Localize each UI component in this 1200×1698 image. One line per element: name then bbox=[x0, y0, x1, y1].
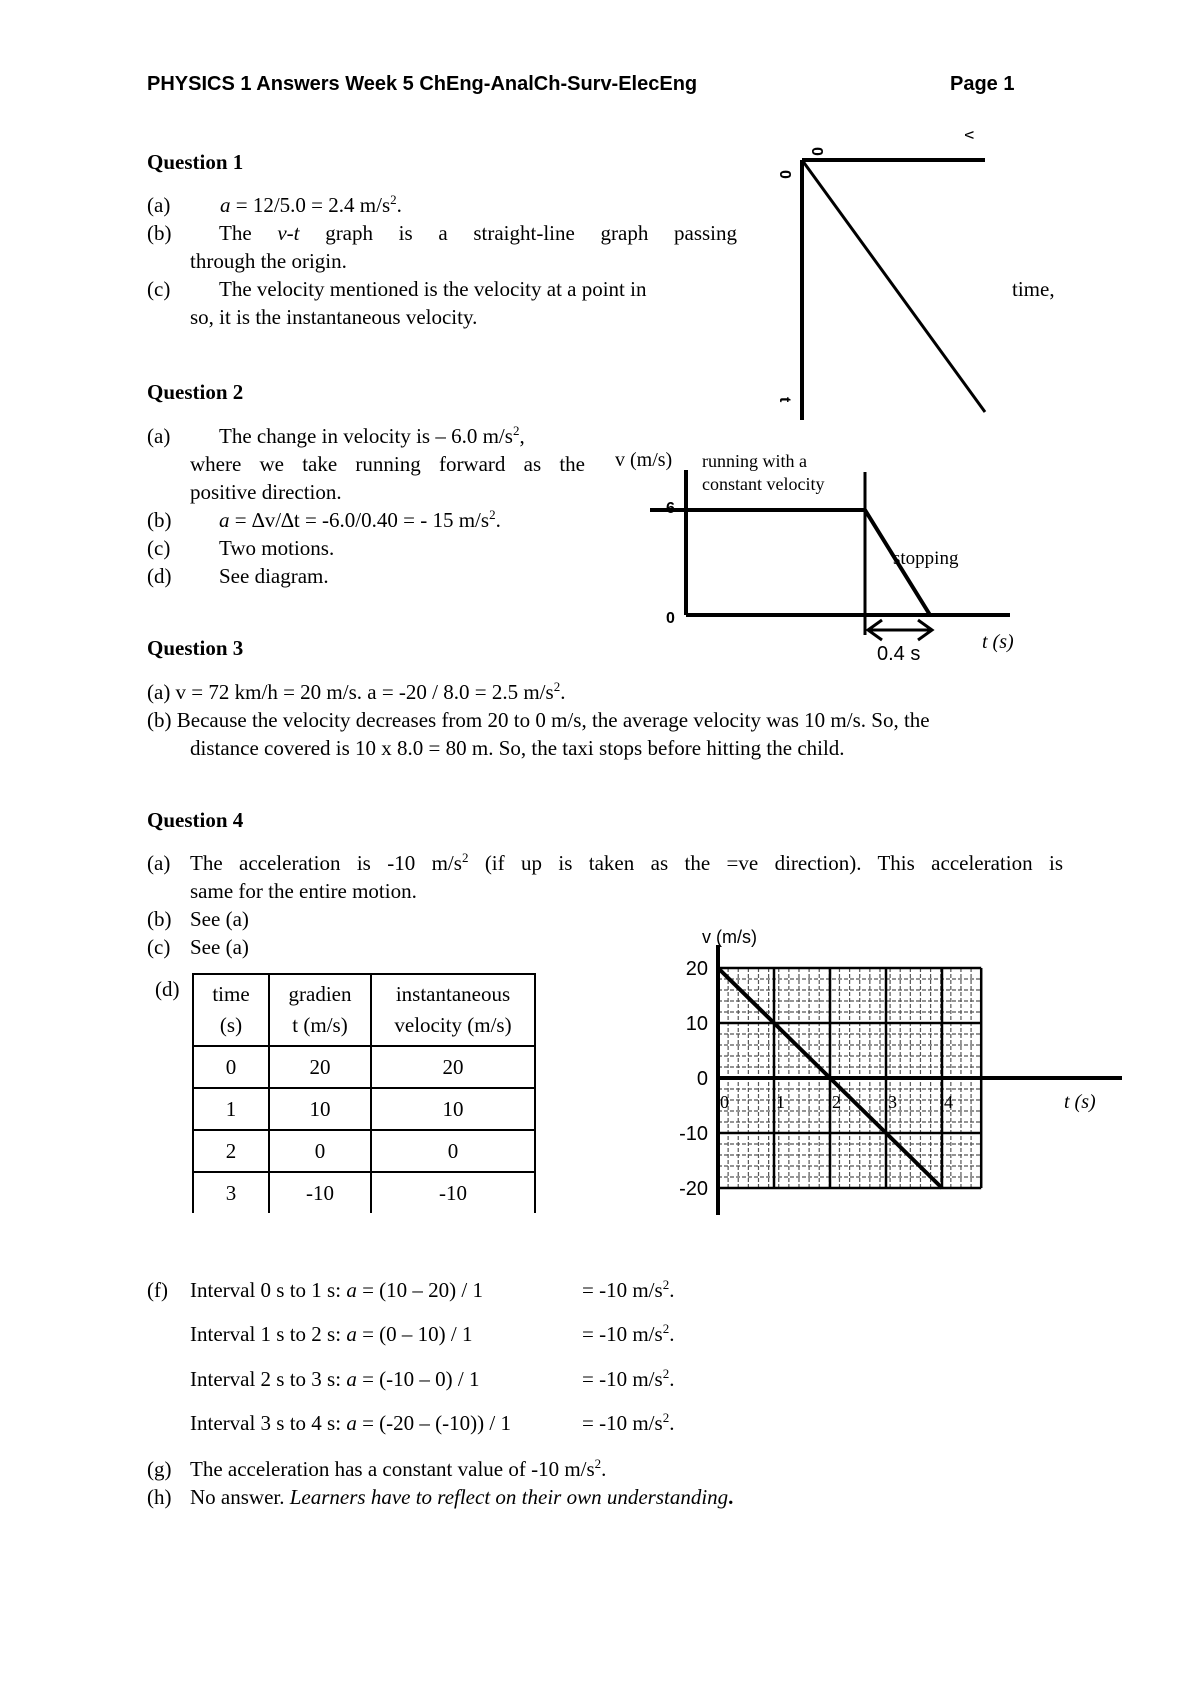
q1-corner-label: 0 bbox=[776, 170, 793, 179]
y-tick-label: -10 bbox=[679, 1123, 708, 1145]
q2-ytick-0: 0 bbox=[666, 610, 675, 627]
q1-axis-bottom-label: t bbox=[776, 397, 793, 403]
q1-axis-top-label: 0 bbox=[808, 147, 825, 156]
q4-a-line2: same for the entire motion. bbox=[190, 879, 417, 903]
q2-interval-label: 0.4 s bbox=[877, 643, 921, 665]
q2-velocity-series bbox=[650, 510, 930, 615]
q1-graph bbox=[760, 125, 1000, 425]
x-tick-label: 4 bbox=[944, 1092, 953, 1112]
q4-h: (h) No answer. Learners have to reflect on their own understanding. bbox=[147, 1485, 734, 1509]
q1-c-label: (c) bbox=[147, 277, 171, 301]
q4-xlabel: t (s) bbox=[1064, 1091, 1096, 1113]
interval-line: Interval 2 s to 3 s: a = (-10 – 0) / 1 = -10 $m/s^2$. bbox=[190, 1366, 675, 1391]
q4-b: (b) See (a) bbox=[147, 907, 249, 931]
q2-c: (c) Two motions. bbox=[147, 536, 335, 560]
q2-chart bbox=[600, 440, 1020, 670]
q2-d: (d) See diagram. bbox=[147, 564, 329, 588]
q4-y-tick-labels bbox=[679, 958, 708, 1200]
q1-b-text: The v-t graph is a straight-line graph passing bbox=[219, 221, 738, 245]
y-tick-label: 0 bbox=[696, 1068, 708, 1090]
interval-line: Interval 1 s to 2 s: a = (0 – 10) / 1 = -10 $m/s^2$. bbox=[190, 1321, 675, 1346]
interval-line: Interval 0 s to 1 s: a = (10 – 20) / 1 = -10 $m/s^2$. bbox=[190, 1277, 675, 1302]
table-row: 3 -10 -10 bbox=[193, 1172, 535, 1213]
page-number: Page 1 bbox=[950, 73, 1015, 95]
q4-chart bbox=[679, 915, 1130, 1225]
q2-ytick-6: 6 bbox=[666, 500, 675, 517]
interval-line: Interval 3 s to 4 s: a = (-20 – (-10)) / 1 = -10 $m/s^2$. bbox=[190, 1410, 675, 1435]
table-row: 1 10 10 bbox=[193, 1088, 535, 1130]
q1-graph-line bbox=[802, 160, 985, 412]
q3-b-line1: (b) Because the velocity decreases from 20 to 0 m/s, the average velocity was 10 m/s. So, the bbox=[147, 708, 930, 732]
q4-ylabel: v (m/s) bbox=[702, 927, 757, 947]
q1-b-line2: through the origin. bbox=[190, 249, 347, 273]
q1-c-end: time, bbox=[1012, 277, 1055, 301]
q4-x-tick-labels bbox=[720, 1092, 953, 1112]
q1-heading: Question 1 bbox=[147, 150, 244, 174]
table-header-row bbox=[193, 974, 535, 1046]
q1-a: (a) a = 12/5.0 = 2.4 $m/s^2$. bbox=[147, 192, 402, 217]
q2-heading: Question 2 bbox=[147, 380, 244, 404]
doc-title: PHYSICS 1 Answers Week 5 ChEng-AnalCh-Surv-ElecEng bbox=[147, 73, 698, 95]
q2-annot-stopping: stopping bbox=[893, 548, 959, 569]
q4-a-text: The acceleration is -10 $m/s^2$ (if up is taken as the =ve direction). This acceleration is bbox=[190, 850, 1063, 875]
q4-velocity-table bbox=[192, 973, 536, 1213]
q4-g: (g) The acceleration has a constant value of -10 $m/s^2$. bbox=[147, 1456, 607, 1481]
x-tick-label: 2 bbox=[832, 1092, 841, 1112]
table-header-velocity: instantaneous velocity (m/s) bbox=[371, 974, 535, 1046]
table-header-gradient: gradien t (m/s) bbox=[269, 974, 371, 1046]
x-tick-label: 0 bbox=[720, 1092, 729, 1112]
q4-a-label: (a) bbox=[147, 851, 171, 875]
y-tick-label: -20 bbox=[679, 1178, 708, 1200]
table-header-time: time (s) bbox=[193, 974, 269, 1046]
q2-a-line3: positive direction. bbox=[190, 480, 342, 504]
q1-c-text: The velocity mentioned is the velocity at a point in bbox=[219, 277, 647, 301]
y-tick-label: 10 bbox=[685, 1013, 708, 1035]
q2-annot-running-1: running with a bbox=[702, 451, 807, 471]
x-tick-label: 3 bbox=[888, 1092, 897, 1112]
table-row: 0 20 20 bbox=[193, 1046, 535, 1088]
q2-xlabel: t (s) bbox=[982, 631, 1014, 653]
q4-d-label: (d) bbox=[155, 977, 180, 1001]
y-tick-label: 20 bbox=[685, 958, 708, 980]
x-tick-label: 1 bbox=[776, 1092, 785, 1112]
q3-a: (a) v = 72 km/h = 20 m/s. a = -20 / 8.0 = 2.5 $m/s^2$. bbox=[147, 679, 566, 704]
q3-heading: Question 3 bbox=[147, 636, 244, 660]
q1-right-mark: v bbox=[961, 131, 978, 139]
q4-heading: Question 4 bbox=[147, 808, 244, 832]
q2-a-line2: where we take running forward as the bbox=[190, 452, 585, 476]
q2-a: (a) The change in velocity is – 6.0 $m/s^2$, bbox=[147, 423, 525, 448]
q4-c: (c) See (a) bbox=[147, 935, 249, 959]
q3-b-line2: distance covered is 10 x 8.0 = 80 m. So, the taxi stops before hitting the child. bbox=[190, 736, 845, 760]
q4-f-label: (f) bbox=[147, 1278, 168, 1302]
q1-b-label: (b) bbox=[147, 221, 172, 245]
q2-b: (b) a = ∆v/∆t = -6.0/0.40 = - 15 $m/s^2$. bbox=[147, 507, 501, 532]
q2-annot-running-2: constant velocity bbox=[702, 474, 825, 494]
q1-c-line2: so, it is the instantaneous velocity. bbox=[190, 305, 478, 329]
table-row: 2 0 0 bbox=[193, 1130, 535, 1172]
q2-ylabel: v (m/s) bbox=[615, 449, 673, 471]
